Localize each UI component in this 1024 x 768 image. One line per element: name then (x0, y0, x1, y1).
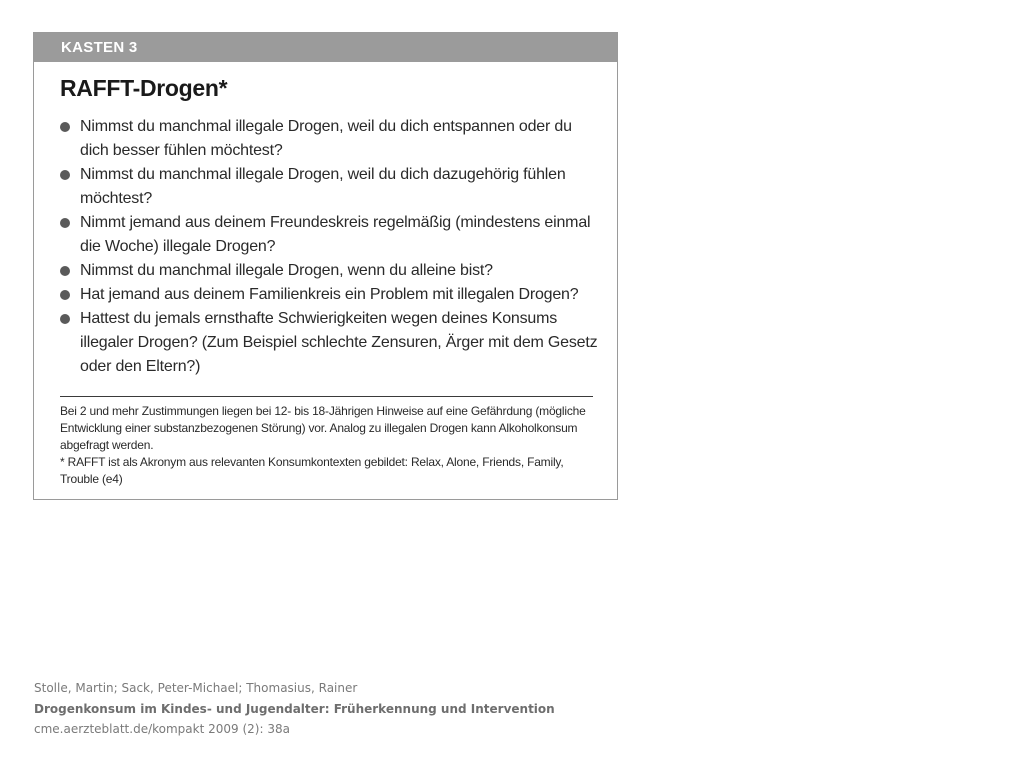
list-item (60, 259, 600, 283)
question-text: Nimmst du manchmal illegale Drogen, weil du dich entspannen oder du dich besser fühlen möchtest? (80, 118, 572, 159)
box-footnote (60, 403, 600, 488)
citation (34, 678, 555, 740)
citation-authors: Stolle, Martin; Sack, Peter-Michael; Thomasius, Rainer (34, 681, 358, 695)
list-item (60, 211, 600, 259)
box-title: RAFFT-Drogen* (60, 75, 228, 101)
scoring-note: Bei 2 und mehr Zustimmungen liegen bei 12- bis 18-Jährigen Hinweise auf eine Gefährdung (mögliche Entwicklung einer substanzbezogenen Störung) vor. Analog zu illegalen Drogen kann Alkoholkonsum abgefragt werden. (60, 404, 586, 452)
question-text: Nimmst du manchmal illegale Drogen, wenn du alleine bist? (80, 262, 493, 279)
bullet-icon (60, 218, 70, 228)
citation-title: Drogenkonsum im Kindes- und Jugendalter: Früherkennung und Intervention (34, 701, 555, 716)
acronym-footnote: * RAFFT ist als Akronym aus relevanten Konsumkontexten gebildet: Relax, Alone, Friends, Family, Trouble (e4) (60, 455, 564, 486)
question-text: Hat jemand aus deinem Familienkreis ein Problem mit illegalen Drogen? (80, 286, 579, 303)
question-text: Nimmt jemand aus deinem Freundeskreis regelmäßig (mindestens einmal die Woche) illegale Drogen? (80, 214, 591, 255)
question-text: Hattest du jemals ernsthafte Schwierigkeiten wegen deines Konsums illegaler Drogen? (Zum Beispiel schlechte Zensuren, Ärger mit dem Gesetz oder den Eltern?) (80, 310, 598, 375)
bullet-icon (60, 314, 70, 324)
question-list (60, 115, 600, 379)
box-header: KASTEN 3 (34, 33, 617, 62)
divider (60, 396, 593, 397)
bullet-icon (60, 122, 70, 132)
citation-source: cme.aerzteblatt.de/kompakt 2009 (2): 38a (34, 722, 290, 736)
bullet-icon (60, 170, 70, 180)
info-box (33, 32, 618, 500)
bullet-icon (60, 290, 70, 300)
list-item (60, 283, 600, 307)
list-item (60, 115, 600, 163)
list-item (60, 307, 600, 379)
bullet-icon (60, 266, 70, 276)
question-text: Nimmst du manchmal illegale Drogen, weil du dich dazugehörig fühlen möchtest? (80, 166, 566, 207)
list-item (60, 163, 600, 211)
